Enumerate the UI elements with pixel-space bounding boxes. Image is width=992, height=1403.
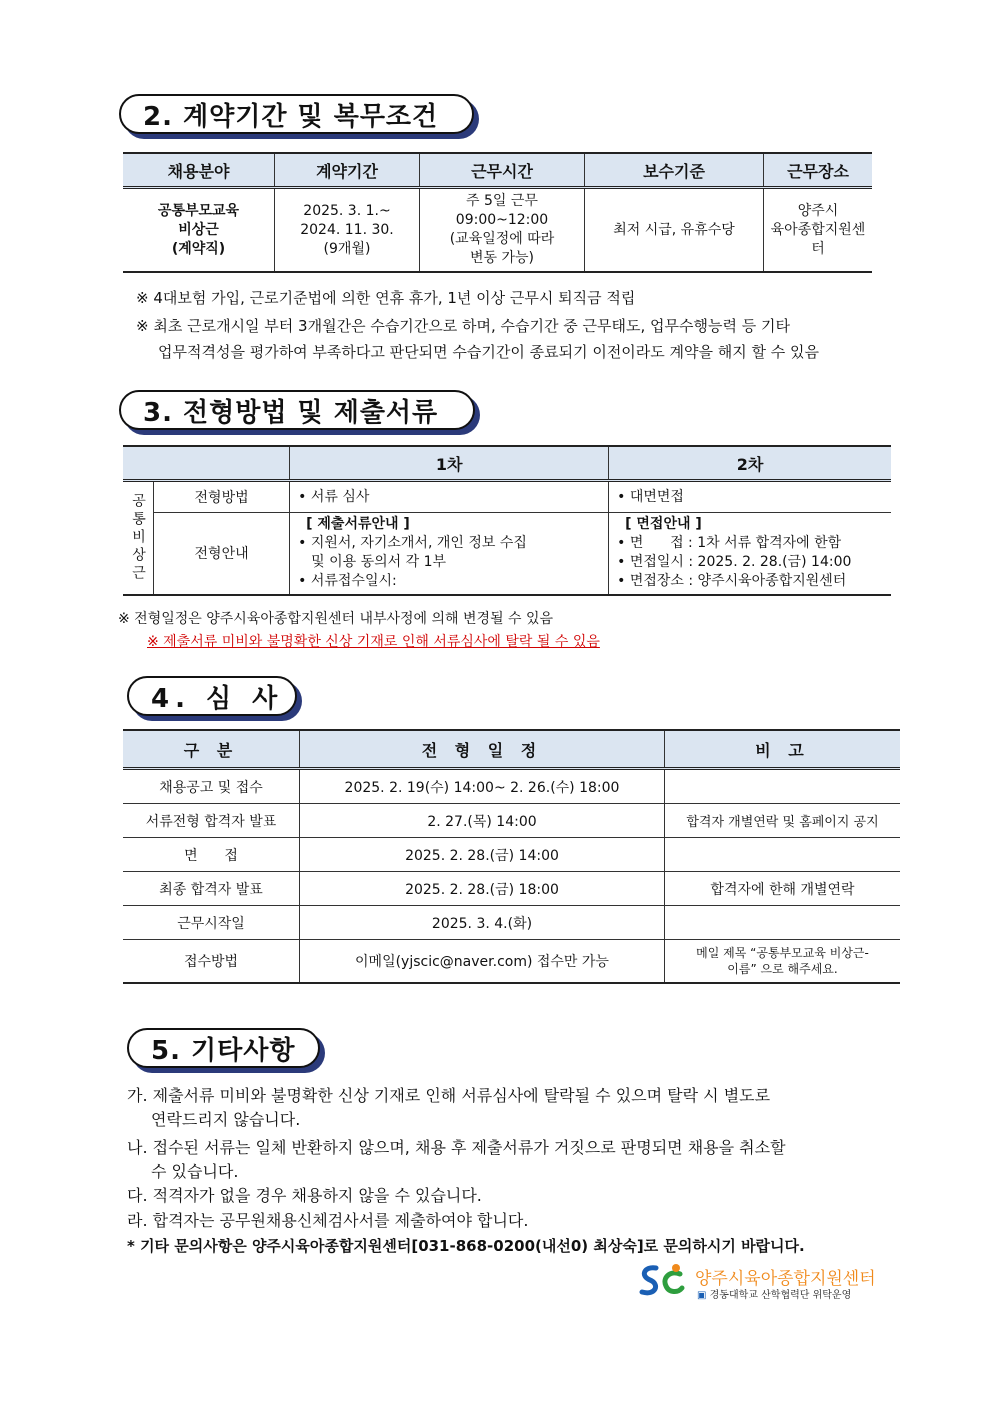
university-emblem-icon: ▣ <box>697 1290 707 1301</box>
contract-note: ※ 4대보험 가입, 근로기준법에 의한 연휴 휴가, 1년 이상 근무시 퇴직금 적립 <box>136 289 636 307</box>
etc-item-na-cont: 수 있습니다. <box>151 1162 239 1181</box>
etc-item-ra: 라. 합격자는 공무원채용신체검사서를 제출하여야 합니다. <box>127 1211 529 1230</box>
method-1: • 서류 심사 <box>290 481 609 513</box>
table-row <box>123 838 900 872</box>
col-header: 구 분 <box>123 730 300 769</box>
empty-header <box>123 446 290 481</box>
pay-cell: 최저 시급, 유휴수당 <box>585 188 764 273</box>
col-header: 채용분야 <box>123 153 275 188</box>
etc-item-da: 다. 적격자가 없을 경우 채용하지 않을 수 있습니다. <box>127 1186 482 1205</box>
table-row <box>123 872 900 906</box>
hours-cell <box>420 188 585 273</box>
table-row <box>123 906 900 940</box>
etc-contact: * 기타 문의사항은 양주시육아종합지원센터[031-868-0200(내선0) 최상숙]로 문의하시기 바랍니다. <box>127 1237 805 1255</box>
cell-line: [ 제출서류안내 ] <box>306 516 410 533</box>
stage-cell: 서류전형 합격자 발표 <box>123 804 300 838</box>
stage-cell: 채용공고 및 접수 <box>123 769 300 804</box>
review-table <box>123 729 900 984</box>
stage-cell: 접수방법 <box>123 940 300 984</box>
cell-line: • 서류접수일시: <box>298 573 397 590</box>
table-row <box>123 481 891 513</box>
remark-cell <box>665 906 901 940</box>
place-cell <box>764 188 873 273</box>
cell-line: • 면접일시 : 2025. 2. 28.(금) 14:00 <box>617 554 852 571</box>
col-header: 보수기준 <box>585 153 764 188</box>
cell-line: (9개월) <box>323 240 371 257</box>
method-2: • 대면면접 <box>609 481 891 513</box>
schedule-cell: 2025. 2. 28.(금) 14:00 <box>300 838 665 872</box>
schedule-cell: 2025. 2. 19(수) 14:00~ 2. 26.(수) 18:00 <box>300 769 665 804</box>
row-label: 전형방법 <box>154 481 290 513</box>
cell-line: 주 5일 근무 <box>466 193 538 209</box>
cell-line: • 면 접 : 1차 서류 합격자에 한함 <box>617 535 842 552</box>
cell-line: 09:00~12:00 <box>455 212 549 228</box>
etc-item-ga-cont: 연락드리지 않습니다. <box>151 1110 301 1129</box>
table-row <box>123 804 900 838</box>
col-header: 근무시간 <box>420 153 585 188</box>
stage-cell: 최종 합격자 발표 <box>123 872 300 906</box>
cell-line: (교육일정에 따라 <box>449 231 555 247</box>
table-header-row <box>123 153 872 188</box>
selection-note: ※ 전형일정은 양주시육아종합지원센터 내부사정에 의해 변경될 수 있음 <box>118 611 554 627</box>
stage-cell: 근무시작일 <box>123 906 300 940</box>
col-header: 비 고 <box>665 730 901 769</box>
cell-line: 육아종합지원센터 <box>770 221 866 257</box>
selection-warning: ※ 제출서류 미비와 불명확한 신상 기재로 인해 서류심사에 탈락 될 수 있음 <box>147 634 600 650</box>
col-header: 계약기간 <box>275 153 420 188</box>
table-row <box>123 188 872 273</box>
center-logo-name: 양주시육아종합지원센터 <box>695 1269 876 1289</box>
cell-line: 2025. 3. 1.~ <box>303 202 391 219</box>
remark-cell: 합격자에 한해 개별연락 <box>665 872 901 906</box>
table-header-row <box>123 446 891 481</box>
section-5-title: 5. 기타사항 <box>127 1028 320 1068</box>
stage-cell: 면 접 <box>123 838 300 872</box>
remark-cell: 합격자 개별연락 및 홈페이지 공지 <box>665 804 901 838</box>
cell-line: • 지원서, 자기소개서, 개인 정보 수집 <box>298 535 527 552</box>
center-logo-sub <box>697 1286 851 1301</box>
center-logo-sub-text: 경동대학교 산학협력단 위탁운영 <box>709 1290 852 1301</box>
etc-item-ga: 가. 제출서류 미비와 불명확한 신상 기재로 인해 서류심사에 탈락될 수 있으며 탈락 시 별도로 <box>127 1086 771 1105</box>
etc-item-na: 나. 접수된 서류는 일체 반환하지 않으며, 채용 후 제출서류가 거짓으로 판명되면 채용을 취소할 <box>127 1138 786 1157</box>
col-header: 전 형 일 정 <box>300 730 665 769</box>
table-row <box>123 940 900 984</box>
section-2-title: 2. 계약기간 및 복무조건 <box>119 94 474 134</box>
cell-line: 변동 가능) <box>469 250 534 266</box>
contract-note: 업무적격성을 평가하여 부족하다고 판단되면 수습기간이 종료되기 이전이라도 계약을 해지 할 수 있음 <box>158 343 820 361</box>
schedule-cell: 2. 27.(목) 14:00 <box>300 804 665 838</box>
group-label: 공통비상근 <box>123 481 154 595</box>
remark-cell: 메일 제목 “공통부모교육 비상근-이름” 으로 해주세요. <box>665 940 901 984</box>
cell-line: 공통부모교육 <box>157 202 240 219</box>
table-row <box>123 769 900 804</box>
period-cell <box>275 188 420 273</box>
cell-line: 및 이용 동의서 각 1부 <box>311 554 447 571</box>
table-row <box>123 513 891 595</box>
col-header: 근무장소 <box>764 153 873 188</box>
col-header: 1차 <box>290 446 609 481</box>
contract-table <box>123 152 872 273</box>
cell-line: 양주시 <box>797 202 839 219</box>
cell-line: [ 면접안내 ] <box>625 516 702 533</box>
remark-cell <box>665 838 901 872</box>
cell-line: (계약직) <box>171 240 226 257</box>
schedule-cell: 2025. 2. 28.(금) 18:00 <box>300 872 665 906</box>
section-4-title: 4. 심 사 <box>127 676 297 716</box>
selection-table <box>123 445 891 596</box>
col-header: 2차 <box>609 446 891 481</box>
row-label: 전형안내 <box>154 513 290 595</box>
guide-1 <box>290 513 609 595</box>
schedule-cell: 2025. 3. 4.(화) <box>300 906 665 940</box>
cell-line: 비상근 <box>178 221 219 238</box>
table-header-row <box>123 730 900 769</box>
field-cell <box>123 188 275 273</box>
remark-cell <box>665 769 901 804</box>
section-3-title: 3. 전형방법 및 제출서류 <box>119 390 475 430</box>
contract-note: ※ 최초 근로개시일 부터 3개월간은 수습기간으로 하며, 수습기간 중 근무태도, 업무수행능력 등 기타 <box>136 317 790 335</box>
center-logo-icon <box>636 1262 688 1300</box>
schedule-cell: 이메일(yjscic@naver.com) 접수만 가능 <box>300 940 665 984</box>
guide-2 <box>609 513 891 595</box>
cell-line: 2024. 11. 30. <box>300 221 394 238</box>
cell-line: • 면접장소 : 양주시육아종합지원센터 <box>617 573 847 590</box>
